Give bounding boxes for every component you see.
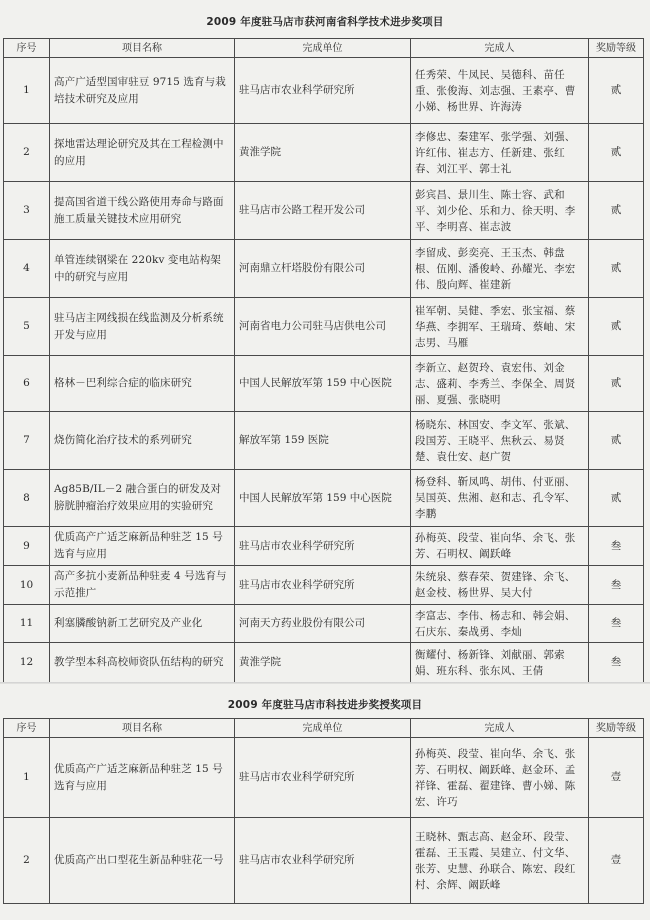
section-divider — [0, 682, 650, 684]
table-row — [4, 298, 644, 356]
row-unit: 河南省电力公司驻马店供电公司 — [235, 298, 411, 356]
row-unit: 驻马店市农业科学研究所 — [235, 58, 411, 124]
row-project: 优质高产广适芝麻新品种驻芝 15 号选育与应用 — [50, 527, 235, 566]
row-project: 教学型本科高校师资队伍结构的研究 — [50, 643, 235, 683]
row-project: 单管连续钢梁在 220kv 变电站构架中的研究与应用 — [50, 240, 235, 298]
table-header-row — [4, 719, 644, 738]
row-grade: 壹 — [589, 738, 644, 818]
row-no: 9 — [4, 527, 50, 566]
table2-title: 2009 年度驻马店市科技进步奖授奖项目 — [227, 699, 423, 711]
table-row — [4, 470, 644, 527]
row-unit: 黄淮学院 — [235, 124, 411, 182]
table-row — [4, 566, 644, 605]
row-unit: 驻马店市公路工程开发公司 — [235, 182, 411, 240]
row-people: 李富志、李伟、杨志和、韩会娟、石庆东、秦战勇、李灿 — [411, 605, 589, 643]
row-people: 李新立、赵贺玲、袁宏伟、刘金志、盛莉、李秀兰、李保全、周贤丽、夏强、张晓明 — [411, 356, 589, 412]
table-row — [4, 605, 644, 643]
row-no: 6 — [4, 356, 50, 412]
row-unit: 驻马店市农业科学研究所 — [235, 527, 411, 566]
row-grade: 贰 — [589, 182, 644, 240]
row-unit: 驻马店市农业科学研究所 — [235, 566, 411, 605]
table-row — [4, 643, 644, 683]
row-no: 2 — [4, 818, 50, 904]
table-row — [4, 738, 644, 818]
table-row — [4, 527, 644, 566]
header-no: 序号 — [4, 719, 50, 738]
header-project: 项目名称 — [50, 719, 235, 738]
row-grade: 贰 — [589, 124, 644, 182]
row-grade: 叁 — [589, 643, 644, 683]
header-people: 完成人 — [411, 39, 589, 58]
row-people: 崔军朝、吴健、季宏、张宝福、蔡华燕、李拥军、王瑞琦、蔡岫、宋志男、马雁 — [411, 298, 589, 356]
table1-title: 2009 年度驻马店市获河南省科学技术进步奖项目 — [206, 16, 444, 28]
row-people: 彭宾昌、景川生、陈士容、武和平、刘少伦、乐和力、徐天明、李平、李明喜、崔志波 — [411, 182, 589, 240]
header-grade: 奖励等级 — [589, 39, 644, 58]
row-project: 利塞膦酸钠新工艺研究及产业化 — [50, 605, 235, 643]
row-people: 孙梅英、段莹、崔向华、余飞、张芳、石明权、阚跃峰 — [411, 527, 589, 566]
row-no: 4 — [4, 240, 50, 298]
row-grade: 叁 — [589, 566, 644, 605]
table-row — [4, 240, 644, 298]
row-project: 探地雷达理论研究及其在工程检测中的应用 — [50, 124, 235, 182]
row-unit: 黄淮学院 — [235, 643, 411, 683]
row-project: 高产广适型国审驻豆 9715 选育与栽培技术研究及应用 — [50, 58, 235, 124]
table-row — [4, 124, 644, 182]
row-unit: 解放军第 159 医院 — [235, 412, 411, 470]
row-project: 驻马店主网线损在线监测及分析系统开发与应用 — [50, 298, 235, 356]
row-project: 优质高产广适芝麻新品种驻芝 15 号选育与应用 — [50, 738, 235, 818]
row-people: 杨晓东、林国安、李文军、张斌、段国芳、王晓平、焦秋云、易贤楚、袁仕安、赵广贺 — [411, 412, 589, 470]
row-project: Ag85B/IL－2 融合蛋白的研发及对膀胱肿瘤治疗效果应用的实验研究 — [50, 470, 235, 527]
header-no: 序号 — [4, 39, 50, 58]
row-project: 烧伤简化治疗技术的系列研究 — [50, 412, 235, 470]
row-project: 格林－巴利综合症的临床研究 — [50, 356, 235, 412]
table-row — [4, 58, 644, 124]
row-no: 1 — [4, 58, 50, 124]
header-people: 完成人 — [411, 719, 589, 738]
row-no: 8 — [4, 470, 50, 527]
header-grade: 奖励等级 — [589, 719, 644, 738]
row-people: 任秀荣、牛凤民、吴德科、苗任重、张俊海、刘志强、王素亭、曹小娣、杨世界、许海涛 — [411, 58, 589, 124]
row-no: 5 — [4, 298, 50, 356]
row-unit: 河南天方药业股份有限公司 — [235, 605, 411, 643]
table-row — [4, 818, 644, 904]
row-people: 李留成、彭奕亮、王玉杰、韩盘根、伍刚、潘俊岭、孙耀光、李宏伟、殷向辉、崔建新 — [411, 240, 589, 298]
header-unit: 完成单位 — [235, 719, 411, 738]
table-row — [4, 182, 644, 240]
award-table-provincial — [3, 38, 644, 683]
row-grade: 贰 — [589, 412, 644, 470]
row-unit: 驻马店市农业科学研究所 — [235, 818, 411, 904]
row-project: 高产多抗小麦新品种驻麦 4 号选育与示范推广 — [50, 566, 235, 605]
row-grade: 贰 — [589, 470, 644, 527]
header-unit: 完成单位 — [235, 39, 411, 58]
row-unit: 河南鼎立杆塔股份有限公司 — [235, 240, 411, 298]
award-table-municipal — [3, 718, 644, 904]
row-no: 3 — [4, 182, 50, 240]
row-people: 王晓林、甄志高、赵金环、段莹、霍磊、王玉霞、吴建立、付文华、张芳、史慧、孙联合、陈宏、段红村、余辉、阚跃峰 — [411, 818, 589, 904]
row-unit: 驻马店市农业科学研究所 — [235, 738, 411, 818]
row-no: 12 — [4, 643, 50, 683]
row-grade: 贰 — [589, 58, 644, 124]
row-no: 11 — [4, 605, 50, 643]
row-grade: 壹 — [589, 818, 644, 904]
row-no: 10 — [4, 566, 50, 605]
row-grade: 叁 — [589, 605, 644, 643]
row-grade: 贰 — [589, 356, 644, 412]
row-unit: 中国人民解放军第 159 中心医院 — [235, 356, 411, 412]
row-people: 衡耀付、杨新锋、刘献丽、郭索娟、班东科、张东风、王倩 — [411, 643, 589, 683]
row-grade: 叁 — [589, 527, 644, 566]
row-people: 李修忠、秦建军、张学强、刘强、许红伟、崔志方、任新建、张红春、刘江平、郭士礼 — [411, 124, 589, 182]
row-people: 杨登科、靳凤鸣、胡伟、付亚丽、吴国英、焦湘、赵和志、孔令军、李鹏 — [411, 470, 589, 527]
table-header-row — [4, 39, 644, 58]
row-unit: 中国人民解放军第 159 中心医院 — [235, 470, 411, 527]
row-no: 2 — [4, 124, 50, 182]
table-row — [4, 356, 644, 412]
row-people: 孙梅英、段莹、崔向华、余飞、张芳、石明权、阚跃峰、赵金环、孟祥锋、霍磊、翟建锋、曹小娣、陈宏、许巧 — [411, 738, 589, 818]
row-no: 1 — [4, 738, 50, 818]
row-no: 7 — [4, 412, 50, 470]
row-grade: 贰 — [589, 240, 644, 298]
row-project: 提高国省道干线公路使用寿命与路面施工质量关键技术应用研究 — [50, 182, 235, 240]
row-grade: 贰 — [589, 298, 644, 356]
table-row — [4, 412, 644, 470]
row-people: 朱统泉、蔡春荣、贺建锋、余飞、赵金枝、杨世界、吴大付 — [411, 566, 589, 605]
header-project: 项目名称 — [50, 39, 235, 58]
row-project: 优质高产出口型花生新品种驻花一号 — [50, 818, 235, 904]
